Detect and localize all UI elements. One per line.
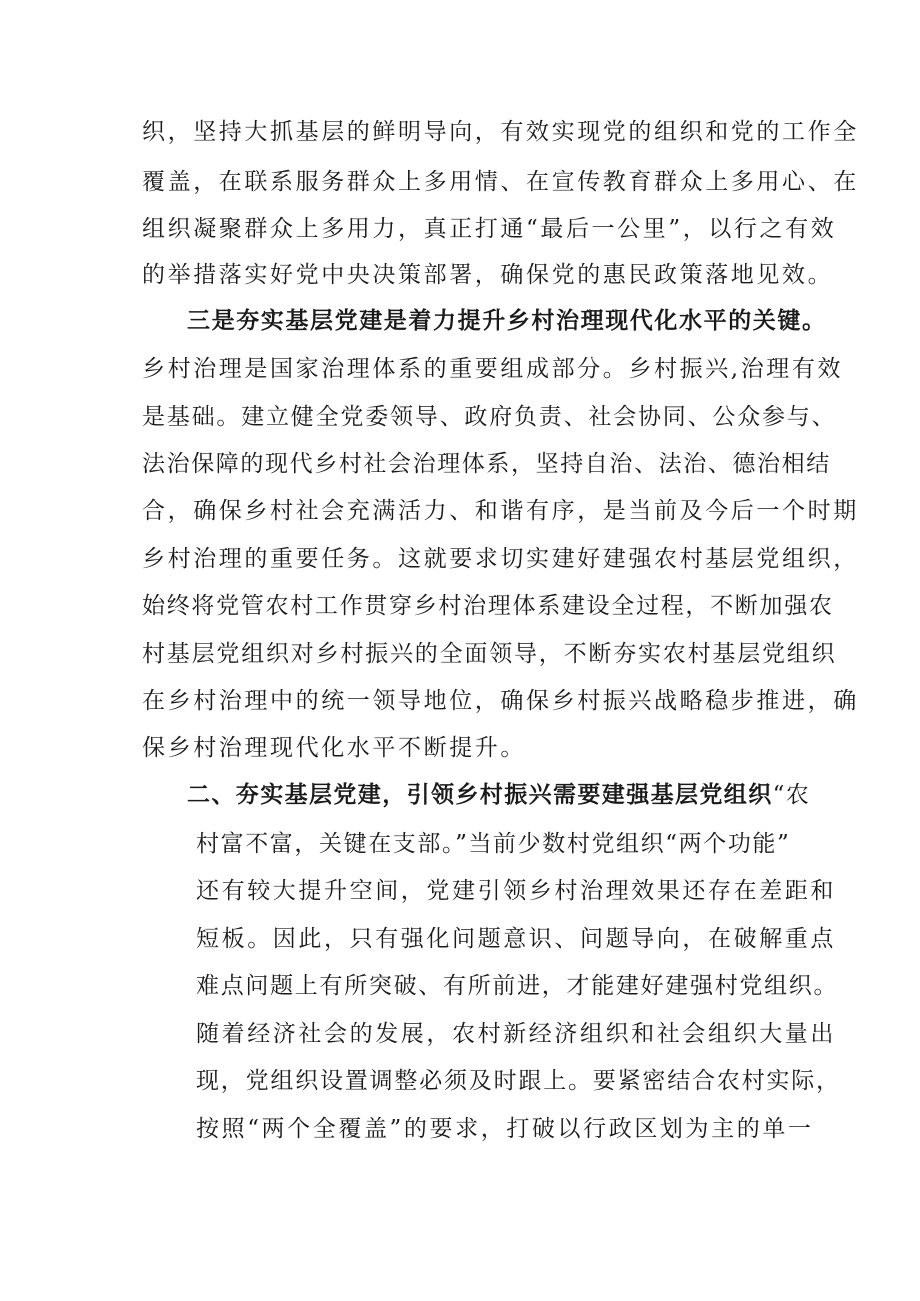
text-line: 是基础。建立健全党委领导、政府负责、社会协同、公众参与、 [142,404,837,430]
text-line: 按照“两个全覆盖”的要求，打破以行政区划为主的单一 [196,1116,814,1142]
section-heading: 二、夯实基层党建，引领乡村振兴需要建强基层党组织 [187,781,773,808]
text-line: 村基层党组织对乡村振兴的全面领导，不断夯实农村基层党组织 [142,641,837,667]
text-line: 在乡村治理中的统一领导地位，确保乡村振兴战略稳步推进，确 [142,688,859,714]
text-line: 现，党组织设置调整必须及时跟上。要紧密结合农村实际， [196,1068,841,1094]
text-line: 乡村治理的重要任务。这就要求切实建好建强农村基层党组织， [142,546,859,572]
text-line: 难点问题上有所突破、有所前进，才能建好建强村党组织。 [196,973,839,999]
text-line: 还有较大提升空间，党建引领乡村治理效果还存在差距和 [196,878,836,904]
text-line: 始终将党管农村工作贯穿乡村治理体系建设全过程，不断加强农 [142,593,834,619]
text-line: 合，确保乡村社会充满活力、和谐有序，是当前及今后一个时期 [142,498,859,524]
text-line: 随着经济社会的发展，农村新经济组织和社会组织大量出 [196,1021,836,1047]
text-line: 短板。因此，只有强化问题意识、问题导向，在破解重点 [196,926,836,952]
paragraph-heading: 三是夯实基层党建是着力提升乡村治理现代化水平的关键。 [187,307,827,334]
text-line: 法治保障的现代乡村社会治理体系，坚持自治、法治、德治相结 [142,451,831,477]
heading-trailing-text: “农 [772,782,811,808]
text-line: 保乡村治理现代化水平不断提升。 [142,735,526,761]
text-line: 组织凝聚群众上多用力，真正打通“最后一公里”，以行之有效 [142,216,837,242]
text-line: 村富不富，关键在支部。”当前少数村党组织“两个功能” [196,831,791,857]
text-line: 织，坚持大抓基层的鲜明导向，有效实现党的组织和党的工作全 [142,119,859,145]
text-line: 覆盖，在联系服务群众上多用情、在宣传教育群众上多用心、在 [142,169,859,195]
section-heading-line [187,780,810,810]
text-line: 乡村治理是国家治理体系的重要组成部分。乡村振兴,治理有效 [142,356,844,382]
text-line: 的举措落实好党中央决策部署，确保党的惠民政策落地见效。 [142,262,834,288]
